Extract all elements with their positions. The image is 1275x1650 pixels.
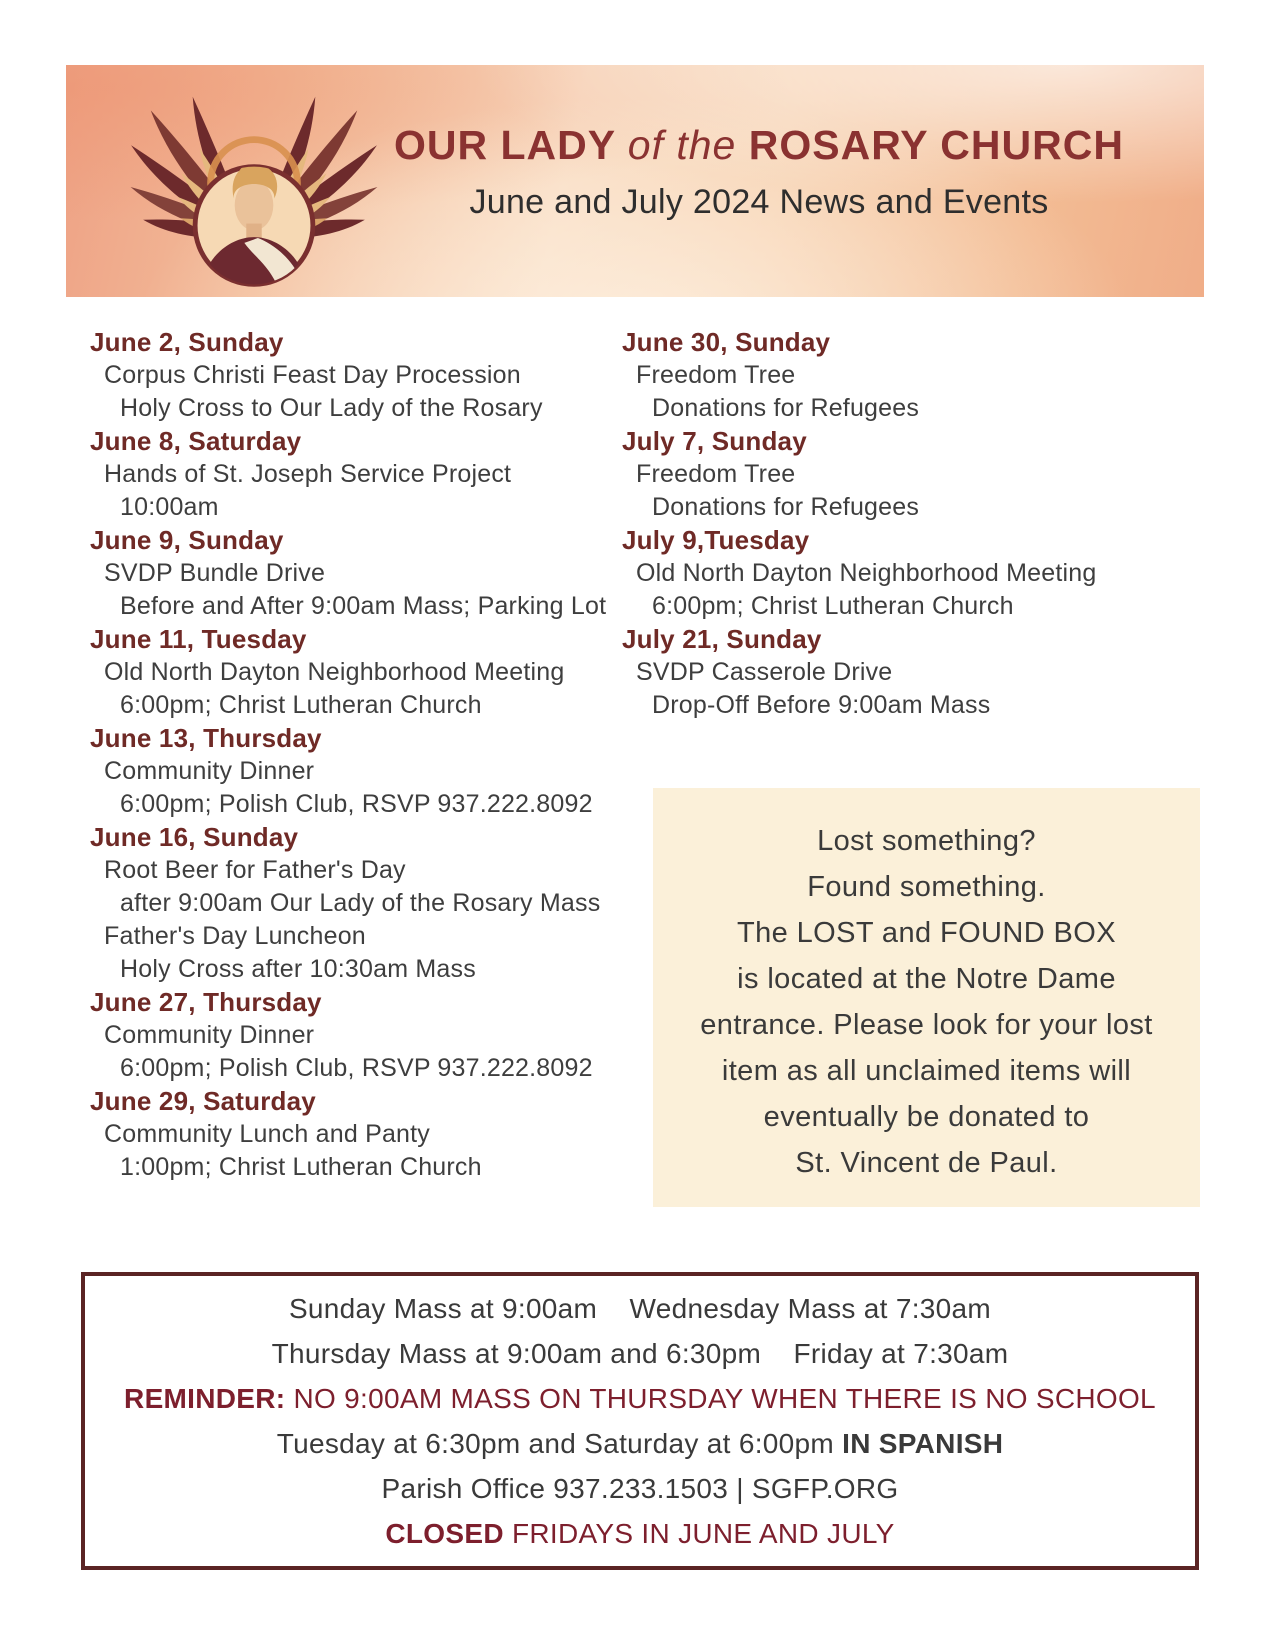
event-detail-line: Hands of St. Joseph Service Project bbox=[104, 460, 512, 488]
page-subtitle: June and July 2024 News and Events bbox=[469, 183, 1049, 221]
text-segment: Thursday Mass at 9:00am and 6:30pm Friday at 7:30am bbox=[271, 1338, 1009, 1369]
event-detail-line: 6:00pm; Christ Lutheran Church bbox=[652, 592, 1014, 620]
event-item bbox=[622, 524, 1192, 623]
event-detail-line: 1:00pm; Christ Lutheran Church bbox=[120, 1153, 482, 1181]
event-detail-line: Donations for Refugees bbox=[652, 394, 920, 422]
event-date-heading: July 7, Sunday bbox=[622, 426, 807, 456]
events-column-right bbox=[622, 326, 1192, 722]
event-detail-line: SVDP Bundle Drive bbox=[104, 559, 326, 587]
event-detail-line: Community Dinner bbox=[104, 1021, 315, 1049]
event-date-heading: June 27, Thursday bbox=[90, 987, 322, 1017]
event-item bbox=[90, 326, 610, 425]
event-item bbox=[90, 821, 610, 986]
text-segment: Parish Office 937.233.1503 | SGFP.ORG bbox=[381, 1473, 899, 1504]
event-item bbox=[90, 524, 610, 623]
lost-and-found-box bbox=[653, 788, 1200, 1207]
event-detail-line: Community Lunch and Panty bbox=[104, 1120, 431, 1148]
event-detail-line: Freedom Tree bbox=[636, 460, 796, 488]
event-date-heading: June 16, Sunday bbox=[90, 822, 299, 852]
title-italic: of the bbox=[627, 122, 737, 168]
event-detail-line: Holy Cross after 10:30am Mass bbox=[120, 955, 476, 983]
event-item bbox=[90, 722, 610, 821]
event-item bbox=[90, 1085, 610, 1184]
lost-found-line: entrance. Please look for your lost bbox=[700, 1009, 1153, 1041]
event-item bbox=[622, 623, 1192, 722]
event-item bbox=[90, 425, 610, 524]
event-date-heading: June 11, Tuesday bbox=[90, 624, 307, 654]
event-item bbox=[90, 623, 610, 722]
event-date-heading: June 9, Sunday bbox=[90, 525, 284, 555]
lost-found-line: Lost something? bbox=[817, 825, 1036, 857]
event-detail-line: Community Dinner bbox=[104, 757, 315, 785]
mass-schedule-box bbox=[81, 1272, 1199, 1570]
title-pre: OUR LADY bbox=[394, 122, 628, 168]
event-detail-line: SVDP Casserole Drive bbox=[636, 658, 893, 686]
event-detail-line: after 9:00am Our Lady of the Rosary Mass bbox=[120, 889, 601, 917]
mass-schedule-line bbox=[85, 1466, 1195, 1511]
events-column-left bbox=[90, 326, 610, 1184]
lost-and-found-text bbox=[653, 818, 1200, 1186]
event-detail-line: 10:00am bbox=[120, 493, 219, 521]
event-detail-line: Before and After 9:00am Mass; Parking Lot bbox=[120, 592, 607, 620]
event-detail-line: Drop-Off Before 9:00am Mass bbox=[652, 691, 991, 719]
title-post: ROSARY CHURCH bbox=[736, 122, 1124, 168]
text-segment: CLOSED bbox=[385, 1518, 504, 1549]
mass-schedule-line bbox=[85, 1376, 1195, 1421]
event-detail-line: Father's Day Luncheon bbox=[104, 922, 366, 950]
text-segment: Tuesday at 6:30pm and Saturday at 6:00pm bbox=[276, 1428, 843, 1459]
lost-found-line: is located at the Notre Dame bbox=[737, 963, 1116, 995]
event-date-heading: July 9,Tuesday bbox=[622, 525, 810, 555]
event-detail-line: 6:00pm; Polish Club, RSVP 937.222.8092 bbox=[120, 1054, 593, 1082]
event-item bbox=[622, 425, 1192, 524]
event-date-heading: June 8, Saturday bbox=[90, 426, 302, 456]
event-detail-line: Root Beer for Father's Day bbox=[104, 856, 406, 884]
event-detail-line: 6:00pm; Polish Club, RSVP 937.222.8092 bbox=[120, 790, 593, 818]
lost-found-line: The LOST and FOUND BOX bbox=[737, 917, 1116, 949]
lost-found-line: St. Vincent de Paul. bbox=[795, 1147, 1058, 1179]
event-detail-line: Donations for Refugees bbox=[652, 493, 920, 521]
event-detail-line: 6:00pm; Christ Lutheran Church bbox=[120, 691, 482, 719]
page-title bbox=[358, 122, 1160, 169]
event-detail-line: Holy Cross to Our Lady of the Rosary bbox=[120, 394, 543, 422]
event-detail-line: Corpus Christi Feast Day Procession bbox=[104, 361, 521, 389]
event-detail-line: Old North Dayton Neighborhood Meeting bbox=[636, 559, 1097, 587]
text-segment: NO 9:00AM MASS ON THURSDAY WHEN THERE IS NO SCHOOL bbox=[285, 1383, 1156, 1414]
event-date-heading: June 13, Thursday bbox=[90, 723, 322, 753]
lost-found-line: eventually be donated to bbox=[763, 1101, 1090, 1133]
mass-schedule-line bbox=[85, 1421, 1195, 1466]
event-date-heading: June 29, Saturday bbox=[90, 1086, 316, 1116]
event-date-heading: June 30, Sunday bbox=[622, 327, 831, 357]
text-segment: REMINDER: bbox=[124, 1383, 286, 1414]
event-date-heading: June 2, Sunday bbox=[90, 327, 284, 357]
event-detail-line: Old North Dayton Neighborhood Meeting bbox=[104, 658, 565, 686]
lost-found-line: item as all unclaimed items will bbox=[721, 1055, 1132, 1087]
banner-titles bbox=[358, 65, 1160, 222]
text-segment: Sunday Mass at 9:00am Wednesday Mass at 7:30am bbox=[288, 1293, 992, 1324]
mass-schedule-line bbox=[85, 1331, 1195, 1376]
event-detail-line: Freedom Tree bbox=[636, 361, 796, 389]
mass-schedule-lines bbox=[85, 1286, 1195, 1556]
text-segment: FRIDAYS IN JUNE AND JULY bbox=[503, 1518, 895, 1549]
mass-schedule-line bbox=[85, 1511, 1195, 1556]
header-banner bbox=[66, 65, 1204, 297]
event-item bbox=[90, 986, 610, 1085]
text-segment: IN SPANISH bbox=[842, 1428, 1004, 1459]
mass-schedule-line bbox=[85, 1286, 1195, 1331]
lost-found-line: Found something. bbox=[807, 871, 1046, 903]
event-item bbox=[622, 326, 1192, 425]
event-date-heading: July 21, Sunday bbox=[622, 624, 822, 654]
